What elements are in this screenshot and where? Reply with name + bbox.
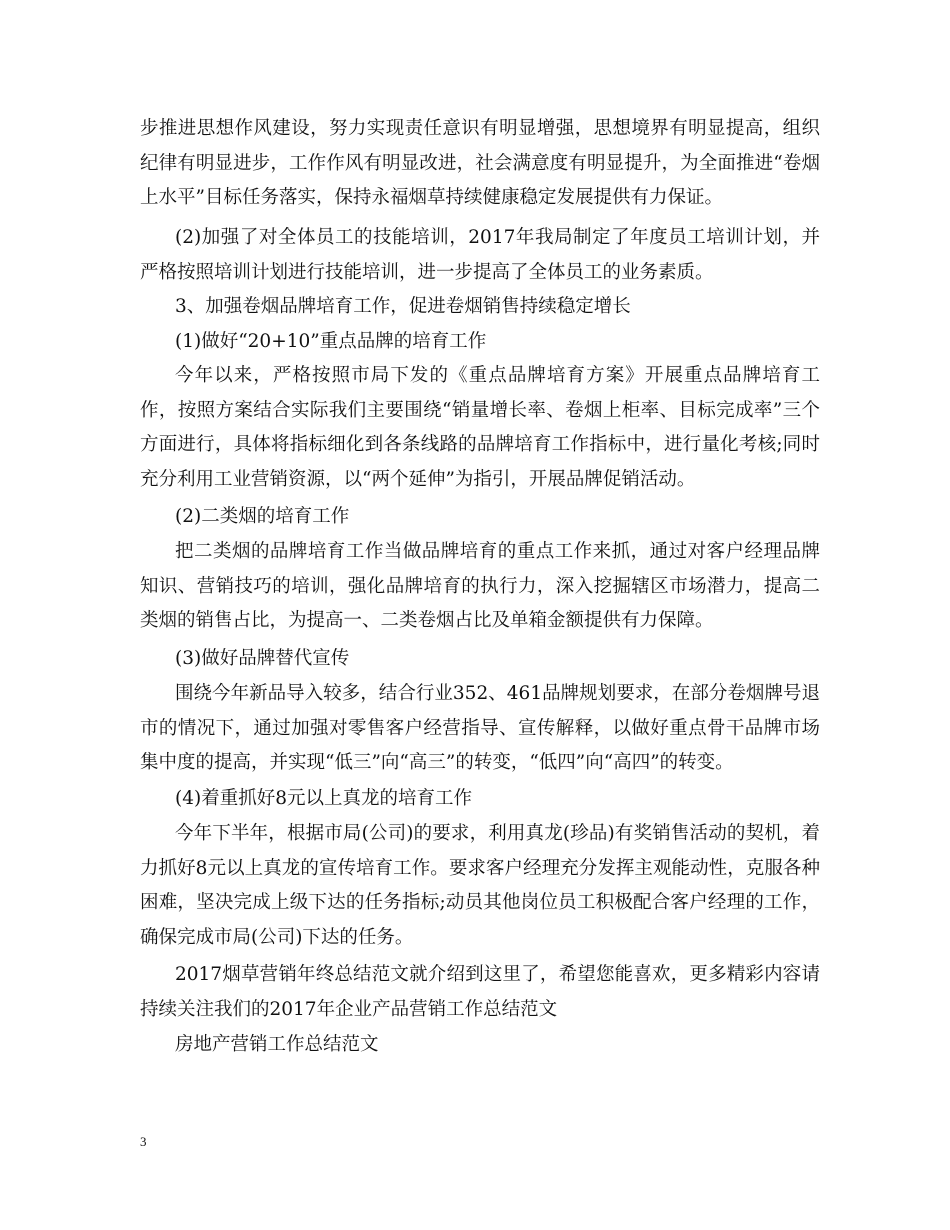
paragraph-class-two: 把二类烟的品牌培育工作当做品牌培育的重点工作来抓，通过对客户经理品牌知识、营销技巧的培训，强化品牌培育的执行力，深入挖掘辖区市场潜力，提高二类烟的销售占比，为提高一、二类卷烟占比及单箱金额提供有力保障。 [140,541,820,631]
paragraph-brand-replacement: 围绕今年新品导入较多，结合行业352、461品牌规划要求，在部分卷烟牌号退市的情况下，通过加强对零售客户经营指导、宣传解释，以做好重点骨干品牌市场集中度的提高，并实现“低三”向“高三”的转变，“低四”向“高四”的转变。 [140,683,820,773]
subheading-class-two: (2)二类烟的培育工作 [175,506,350,527]
subheading-brand-replacement: (3)做好品牌替代宣传 [175,648,350,669]
page-number: 3 [140,1134,147,1149]
related-article-title: 房地产营销工作总结范文 [175,1034,379,1055]
paragraph-continuation: 步推进思想作风建设，努力实现责任意识有明显增强，思想境界有明显提高，组织纪律有明显进步，工作作风有明显改进，社会满意度有明显提升，为全面推进“卷烟上水平”目标任务落实，保持永福烟草持续健康稳定发展提供有力保证。 [140,118,820,208]
paragraph-zhenlong: 今年下半年，根据市局(公司)的要求，利用真龙(珍品)有奖销售活动的契机，着力抓好8元以上真龙的宣传培育工作。要求客户经理充分发挥主观能动性，克服各种困难，坚决完成上级下达的任务指标;动员其他岗位员工积极配合客户经理的工作，确保完成市局(公司)下达的任务。 [140,823,820,948]
subheading-zhenlong: (4)着重抓好8元以上真龙的培育工作 [175,788,472,809]
paragraph-staff-training: (2)加强了对全体员工的技能培训，2017年我局制定了年度员工培训计划，并严格按照培训计划进行技能培训，进一步提高了全体员工的业务素质。 [140,227,820,283]
paragraph-closing: 2017烟草营销年终总结范文就介绍到这里了，希望您能喜欢，更多精彩内容请持续关注我们的2017年企业产品营销工作总结范文 [140,964,820,1020]
paragraph-key-brands: 今年以来，严格按照市局下发的《重点品牌培育方案》开展重点品牌培育工作，按照方案结合实际我们主要围绕“销量增长率、卷烟上柜率、目标完成率”三个方面进行，具体将指标细化到各条线路的品牌培育工作指标中，进行量化考核;同时充分利用工业营销资源，以“两个延伸”为指引，开展品牌促销活动。 [140,365,820,490]
subheading-key-brands: (1)做好“20+10”重点品牌的培育工作 [175,331,487,352]
section-heading-brand-cultivation: 3、加强卷烟品牌培育工作，促进卷烟销售持续稳定增长 [175,296,631,317]
